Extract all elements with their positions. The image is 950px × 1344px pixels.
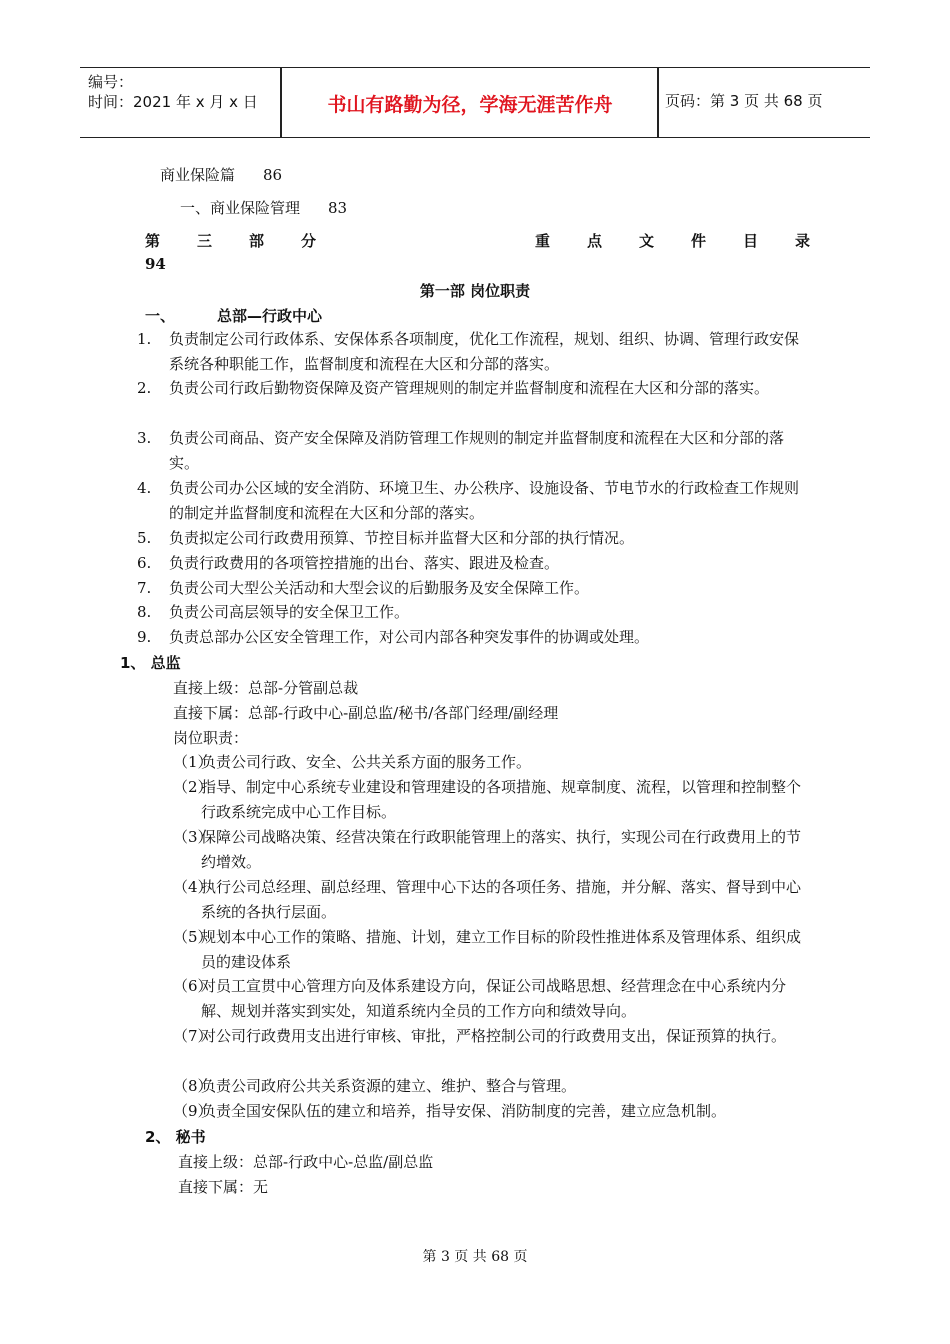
item-number: 7.	[137, 579, 152, 597]
item-text: 规划本中心工作的策略、措施、计划，建立工作目标的阶段性推进体系及管理体系、组织成员的建设体系	[201, 928, 802, 971]
part1-title: 第一部 岗位职责	[419, 282, 531, 300]
list-item	[173, 974, 811, 1024]
toc-title: 一、商业保险管理	[180, 199, 301, 217]
item-text: 负责公司政府公共关系资源的建立、维护、整合与管理。	[201, 1077, 577, 1095]
item-number: （3）	[173, 828, 213, 846]
item-text: 对公司行政费用支出进行审核、审批，严格控制公司的行政费用支出，保证预算的执行。	[201, 1027, 787, 1045]
direct-superior: 直接上级：总部-分管副总裁	[173, 679, 359, 697]
item-number: 2.	[137, 379, 152, 397]
item-text: 保障公司战略决策、经营决策在行政职能管理上的落实、执行，实现公司在行政费用上的节约增效。	[201, 828, 802, 871]
item-text: 负责公司行政后勤物资保障及资产管理规则的制定并监督制度和流程在大区和分部的落实。	[169, 379, 770, 397]
item-number: （2）	[173, 778, 213, 796]
item-number: （4）	[173, 878, 213, 896]
item-text: 负责公司大型公关活动和大型会议的后勤服务及安全保障工作。	[169, 579, 590, 597]
item-number: （1）	[173, 753, 213, 771]
list-item	[173, 1074, 811, 1099]
part3-right: 重点文件目录	[534, 232, 847, 250]
header-left	[88, 72, 258, 112]
direct-subordinate: 直接下属：总部-行政中心-副总监/秘书/各部门经理/副经理	[173, 704, 559, 722]
item-number: 6.	[137, 554, 152, 572]
item-number: （7）	[173, 1027, 213, 1045]
header-motto: 书山有路勤为径，学海无涯苦作舟	[327, 94, 613, 116]
subsection-heading: 2、 秘书	[145, 1128, 206, 1146]
item-number: 4.	[137, 479, 152, 497]
list-item	[137, 576, 809, 601]
section-title: 总部—行政中心	[217, 307, 323, 325]
section-heading	[145, 305, 322, 326]
item-text: 负责公司办公区域的安全消防、环境卫生、办公秩序、设施设备、节电节水的行政检查工作规则的制定并监督制度和流程在大区和分部的落实。	[169, 479, 800, 522]
item-text: 执行公司总经理、副总经理、管理中心下达的各项任务、措施，并分解、落实、督导到中心系统的各执行层面。	[201, 878, 802, 921]
direct-subordinate: 直接下属：无	[178, 1178, 269, 1196]
toc-page: 86	[263, 166, 283, 184]
item-number: （6）	[173, 977, 213, 995]
toc-entry	[160, 164, 282, 185]
direct-superior: 直接上级：总部-行政中心-总监/副总监	[178, 1153, 434, 1171]
part3-page: 94	[145, 255, 166, 273]
item-number: 1.	[137, 330, 152, 348]
item-number: （8）	[173, 1077, 213, 1095]
list-item	[173, 925, 811, 975]
list-item	[137, 376, 809, 401]
date-label: 时间：2021 年 x 月 x 日	[88, 93, 258, 111]
list-item	[173, 750, 811, 775]
list-item	[137, 625, 809, 650]
duty-label: 岗位职责：	[173, 729, 249, 747]
item-text: 负责行政费用的各项管控措施的出台、落实、跟进及检查。	[169, 554, 560, 572]
item-text: 负责公司商品、资产安全保障及消防管理工作规则的制定并监督制度和流程在大区和分部的落实。	[169, 429, 785, 472]
header-divider	[657, 68, 659, 137]
item-number: 8.	[137, 603, 152, 621]
item-text: 负责总部办公区安全管理工作，对公司内部各种突发事件的协调或处理。	[169, 628, 650, 646]
list-item	[137, 526, 809, 551]
item-number: 5.	[137, 529, 152, 547]
serial-label: 编号：	[88, 73, 134, 91]
item-text: 指导、制定中心系统专业建设和管理建设的各项措施、规章制度、流程，以管理和控制整个行政系统完成中心工作目标。	[201, 778, 802, 821]
list-item	[137, 600, 809, 625]
toc-page: 83	[328, 199, 348, 217]
item-text: 负责公司行政、安全、公共关系方面的服务工作。	[201, 753, 532, 771]
header-page-info: 页码：第 3 页 共 68 页	[665, 92, 823, 110]
list-item	[137, 551, 809, 576]
item-text: 负责全国安保队伍的建立和培养，指导安保、消防制度的完善，建立应急机制。	[201, 1102, 727, 1120]
list-item	[173, 775, 811, 825]
list-item	[137, 327, 809, 377]
item-text: 负责制定公司行政体系、安保体系各项制度，优化工作流程，规划、组织、协调、管理行政安保系统各种职能工作，监督制度和流程在大区和分部的落实。	[169, 330, 800, 373]
page-footer: 第 3 页 共 68 页	[422, 1249, 528, 1265]
part3-left: 第三部分	[145, 232, 354, 250]
list-item	[173, 1024, 811, 1049]
item-text: 负责公司高层领导的安全保卫工作。	[169, 603, 410, 621]
list-item	[173, 1099, 811, 1124]
item-text: 对员工宣贯中心管理方向及体系建设方向，保证公司战略思想、经营理念在中心系统内分解、规划并落实到实处，知道系统内全员的工作方向和绩效导向。	[201, 977, 787, 1020]
toc-entry	[180, 197, 347, 218]
list-item	[137, 476, 809, 526]
list-item	[137, 426, 809, 476]
list-item	[173, 825, 811, 875]
item-text: 负责拟定公司行政费用预算、节控目标并监督大区和分部的执行情况。	[169, 529, 635, 547]
item-number: （9）	[173, 1102, 213, 1120]
item-number: （5）	[173, 928, 213, 946]
subsection-heading: 1、 总监	[120, 654, 181, 672]
toc-title: 商业保险篇	[160, 166, 236, 184]
section-number: 一、	[145, 307, 176, 325]
item-number: 3.	[137, 429, 152, 447]
page-header	[80, 67, 870, 138]
list-item	[173, 875, 811, 925]
item-number: 9.	[137, 628, 152, 646]
